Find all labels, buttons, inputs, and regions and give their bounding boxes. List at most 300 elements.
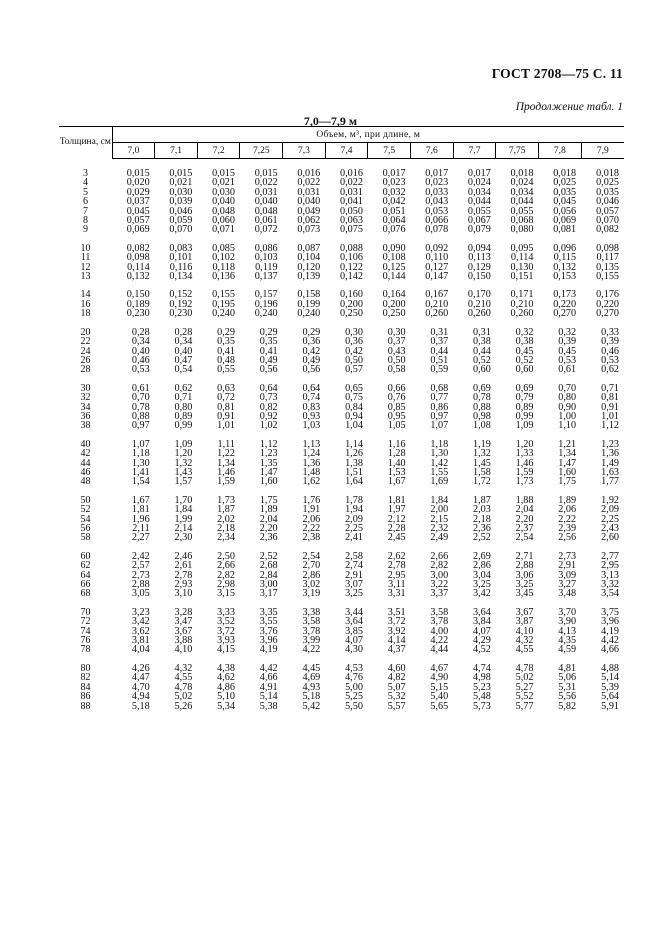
volume-cell: 1,20 xyxy=(174,448,193,460)
volume-cell: 0,031 xyxy=(297,186,321,198)
volume-cell: 2,56 xyxy=(558,532,577,544)
volume-cell: 0,066 xyxy=(425,215,449,227)
volume-cell: 0,94 xyxy=(345,410,363,422)
volume-cell: 1,32 xyxy=(174,457,193,469)
thickness-cell: 26 xyxy=(80,354,91,366)
volume-cell: 4,22 xyxy=(430,635,449,647)
volume-cell: 3,45 xyxy=(515,588,534,600)
volume-cell: 1,38 xyxy=(345,457,363,469)
volume-cell: 4,32 xyxy=(515,635,534,647)
volume-cell: 3,55 xyxy=(259,616,278,628)
volume-cell: 0,150 xyxy=(126,289,150,301)
volume-cell: 0,45 xyxy=(558,345,577,357)
volume-cell: 1,99 xyxy=(174,513,193,525)
volume-cell: 0,39 xyxy=(601,336,619,348)
volume-cell: 3,78 xyxy=(430,616,449,628)
volume-cell: 0,56 xyxy=(259,364,278,376)
volume-cell: 2,66 xyxy=(217,560,235,572)
length-header-cell: 7,6 xyxy=(411,143,454,159)
volume-cell: 3,96 xyxy=(259,635,278,647)
volume-cell: 0,77 xyxy=(430,392,449,404)
volume-cell: 1,88 xyxy=(515,494,534,506)
volume-cell: 3,31 xyxy=(387,588,406,600)
volume-cell: 2,50 xyxy=(217,550,235,562)
volume-cell: 2,95 xyxy=(601,560,619,572)
volume-cell: 0,024 xyxy=(510,177,534,189)
thickness-cell: 5 xyxy=(83,186,89,198)
volume-cell: 0,015 xyxy=(212,168,235,179)
volume-cell: 3,87 xyxy=(515,616,534,628)
volume-cell: 2,68 xyxy=(259,560,278,572)
volume-cell: 0,102 xyxy=(212,252,235,264)
table-row xyxy=(59,159,624,179)
volume-cell: 0,015 xyxy=(169,168,193,179)
volume-cell: 5,14 xyxy=(259,691,278,703)
volume-cell: 1,60 xyxy=(259,476,278,488)
volume-cell: 3,72 xyxy=(217,625,235,637)
volume-cell: 0,71 xyxy=(601,382,619,394)
volume-cell: 4,00 xyxy=(430,625,449,637)
volume-cell: 0,82 xyxy=(259,401,278,413)
volume-cell: 0,119 xyxy=(255,261,278,273)
volume-cell: 0,018 xyxy=(596,168,619,179)
volume-cell: 4,82 xyxy=(387,672,406,684)
volume-cell: 0,36 xyxy=(345,336,363,348)
volume-cell: 0,150 xyxy=(467,271,491,283)
thickness-cell: 78 xyxy=(80,644,91,656)
volume-cell: 5,39 xyxy=(601,681,619,693)
volume-cell: 3,04 xyxy=(473,569,491,581)
volume-cell: 3,42 xyxy=(473,588,491,600)
volume-cell: 0,167 xyxy=(425,289,449,301)
volume-cell: 1,75 xyxy=(558,476,577,488)
volume-cell: 0,240 xyxy=(297,308,321,320)
thickness-cell: 36 xyxy=(80,410,91,422)
volume-cell: 2,02 xyxy=(217,513,235,525)
volume-cell: 1,36 xyxy=(302,457,321,469)
length-header-row xyxy=(59,143,624,159)
thickness-cell: 30 xyxy=(80,382,91,394)
volume-cell: 1,18 xyxy=(430,438,449,450)
volume-cell: 2,30 xyxy=(174,532,193,544)
volume-cell: 1,63 xyxy=(601,466,619,478)
volume-cell: 0,055 xyxy=(510,205,534,217)
volume-cell: 1,81 xyxy=(131,504,150,516)
volume-cell: 4,38 xyxy=(217,662,235,674)
volume-cell: 0,250 xyxy=(382,308,406,320)
volume-cell: 1,73 xyxy=(515,476,534,488)
volume-cell: 3,32 xyxy=(601,579,619,591)
table-row xyxy=(59,365,624,374)
volume-cell: 0,89 xyxy=(515,401,534,413)
volume-cell: 0,040 xyxy=(297,196,321,208)
volume-cell: 1,02 xyxy=(259,420,278,432)
volume-cell: 0,44 xyxy=(430,345,449,357)
volume-cell: 0,072 xyxy=(254,224,278,236)
volume-cell: 1,14 xyxy=(345,438,363,450)
volume-cell: 3,85 xyxy=(345,625,363,637)
volume-cell: 0,53 xyxy=(131,364,150,376)
volume-cell: 0,082 xyxy=(126,242,150,254)
volume-cell: 4,32 xyxy=(174,662,193,674)
volume-cell: 2,22 xyxy=(302,523,321,534)
volume-cell: 1,09 xyxy=(174,438,193,450)
volume-cell: 2,95 xyxy=(387,569,406,581)
thickness-cell: 8 xyxy=(83,215,89,227)
thickness-cell: 58 xyxy=(80,532,91,544)
volume-cell: 0,50 xyxy=(345,354,363,366)
volume-cell: 0,64 xyxy=(259,382,278,394)
thickness-cell: 50 xyxy=(80,494,91,506)
volume-cell: 0,024 xyxy=(467,177,491,189)
volume-cell: 0,74 xyxy=(302,392,321,404)
volume-cell: 0,210 xyxy=(425,298,449,310)
volume-cell: 0,80 xyxy=(174,401,193,413)
volume-cell: 5,32 xyxy=(387,691,406,703)
volume-cell: 0,189 xyxy=(126,298,150,310)
volume-cell: 0,137 xyxy=(254,271,278,283)
volume-cell: 4,19 xyxy=(259,644,278,656)
volume-cell: 0,160 xyxy=(339,289,363,301)
volume-cell: 0,120 xyxy=(297,261,321,273)
volume-cell: 0,59 xyxy=(430,364,449,376)
length-header-cell: 7,25 xyxy=(240,143,283,159)
thickness-cell: 9 xyxy=(83,224,89,236)
volume-cell: 0,116 xyxy=(169,261,193,273)
thickness-cell: 82 xyxy=(80,672,91,684)
volume-cell: 0,023 xyxy=(425,177,449,189)
thickness-cell: 20 xyxy=(80,326,91,338)
volume-cell: 0,42 xyxy=(302,345,321,357)
volume-cell: 1,78 xyxy=(345,494,363,506)
thickness-cell: 7 xyxy=(83,205,89,217)
length-range-title: 7,0—7,9 м xyxy=(303,114,358,128)
volume-cell: 5,57 xyxy=(387,700,406,712)
volume-cell: 0,068 xyxy=(510,215,534,227)
volume-cell: 2,49 xyxy=(430,532,449,544)
volume-cell: 4,42 xyxy=(601,635,619,647)
volume-cell: 2,86 xyxy=(473,560,491,572)
volume-cell: 0,51 xyxy=(430,354,449,366)
thickness-cell: 24 xyxy=(80,345,91,357)
volume-cell: 0,170 xyxy=(467,289,491,301)
volume-cell: 0,044 xyxy=(510,196,534,208)
volume-cell: 4,70 xyxy=(131,681,150,693)
volume-cell: 3,22 xyxy=(430,579,449,591)
volume-cell: 0,135 xyxy=(596,261,619,273)
volume-cell: 0,62 xyxy=(601,364,619,376)
volume-cell: 4,98 xyxy=(473,672,491,684)
volume-cell: 0,051 xyxy=(382,205,406,217)
volume-cell: 0,173 xyxy=(553,289,577,301)
volume-cell: 0,55 xyxy=(217,364,235,376)
volume-cell: 5,73 xyxy=(473,700,491,712)
volume-cell: 4,35 xyxy=(558,635,577,647)
volume-cell: 1,73 xyxy=(217,494,235,506)
table-row xyxy=(59,421,624,430)
volume-cell: 0,021 xyxy=(212,177,235,189)
volume-cell: 2,84 xyxy=(259,569,278,581)
volume-cell: 0,152 xyxy=(169,289,193,301)
volume-cell: 4,04 xyxy=(131,644,150,656)
volume-cell: 4,29 xyxy=(473,635,491,647)
volume-cell: 4,37 xyxy=(387,644,406,656)
volume-cell: 0,69 xyxy=(515,382,534,394)
volume-cell: 5,40 xyxy=(430,691,449,703)
length-header-cell: 7,1 xyxy=(155,143,198,159)
volume-cell: 0,053 xyxy=(425,205,449,217)
volume-cell: 0,38 xyxy=(473,336,491,348)
volume-cell: 1,08 xyxy=(473,420,491,432)
volume-cell: 1,20 xyxy=(515,438,534,450)
volume-cell: 0,99 xyxy=(515,410,534,422)
volume-cell: 5,48 xyxy=(473,691,491,703)
volume-cell: 3,54 xyxy=(601,588,619,600)
volume-cell: 2,58 xyxy=(345,550,363,562)
volume-cell: 4,67 xyxy=(430,662,449,674)
volume-cell: 0,46 xyxy=(601,345,619,357)
thickness-header: Толщина, см xyxy=(59,127,112,159)
volume-cell: 0,85 xyxy=(387,401,406,413)
volume-cell: 0,130 xyxy=(510,261,534,273)
thickness-cell: 12 xyxy=(80,261,91,273)
volume-cell: 4,10 xyxy=(174,644,193,656)
volume-cell: 3,67 xyxy=(174,625,193,637)
volume-cell: 0,157 xyxy=(254,289,278,301)
volume-cell: 0,117 xyxy=(596,252,619,264)
volume-cell: 0,81 xyxy=(601,392,619,404)
volume-cell: 0,79 xyxy=(515,392,534,404)
volume-cell: 2,54 xyxy=(515,532,534,544)
volume-cell: 0,017 xyxy=(425,168,449,179)
volume-cell: 1,30 xyxy=(430,448,449,460)
volume-cell: 0,136 xyxy=(212,271,235,283)
volume-cell: 2,32 xyxy=(430,523,449,534)
volume-cell: 3,42 xyxy=(131,616,150,628)
volume-cell: 0,098 xyxy=(596,242,619,254)
volume-cell: 0,144 xyxy=(382,271,406,283)
thickness-cell: 22 xyxy=(80,336,91,348)
volume-cell: 4,22 xyxy=(302,644,321,656)
volume-cell: 0,84 xyxy=(345,401,363,413)
volume-cell: 5,38 xyxy=(259,700,278,712)
volume-cell: 2,77 xyxy=(601,550,619,562)
volume-cell: 1,77 xyxy=(601,476,619,488)
volume-cell: 0,050 xyxy=(339,205,363,217)
volume-cell: 0,153 xyxy=(553,271,577,283)
volume-cell: 4,55 xyxy=(515,644,534,656)
volume-cell: 0,048 xyxy=(254,205,278,217)
volume-cell: 0,93 xyxy=(302,410,321,422)
volume-cell: 2,39 xyxy=(558,523,577,534)
volume-cell: 0,115 xyxy=(553,252,577,264)
volume-cell: 3,02 xyxy=(302,579,321,591)
volume-cell: 0,73 xyxy=(259,392,278,404)
volume-cell: 0,66 xyxy=(387,382,406,394)
volume-cell: 5,56 xyxy=(558,691,577,703)
volume-cell: 5,15 xyxy=(430,681,449,693)
volume-cell: 3,35 xyxy=(259,606,278,618)
volume-cell: 1,97 xyxy=(387,504,406,516)
volume-cell: 0,114 xyxy=(510,252,534,264)
volume-cell: 3,76 xyxy=(259,625,278,637)
volume-cell: 1,42 xyxy=(430,457,449,469)
volume-cell: 0,060 xyxy=(212,215,235,227)
volume-cell: 3,48 xyxy=(558,588,577,600)
volume-cell: 1,05 xyxy=(387,420,406,432)
volume-cell: 0,240 xyxy=(212,308,235,320)
thickness-cell: 56 xyxy=(80,523,91,534)
volume-cell: 0,69 xyxy=(473,382,491,394)
volume-cell: 5,31 xyxy=(558,681,577,693)
volume-cell: 0,56 xyxy=(302,364,321,376)
volume-cell: 2,73 xyxy=(131,569,150,581)
length-header-cell: 7,75 xyxy=(496,143,539,159)
volume-cell: 0,129 xyxy=(467,261,491,273)
volume-cell: 0,103 xyxy=(254,252,278,264)
volume-cell: 0,031 xyxy=(339,186,363,198)
volume-cell: 0,98 xyxy=(473,410,491,422)
volume-cell: 0,40 xyxy=(174,345,193,357)
volume-cell: 1,76 xyxy=(302,494,321,506)
volume-cell: 0,65 xyxy=(345,382,363,394)
volume-cell: 0,78 xyxy=(473,392,491,404)
volume-cell: 0,54 xyxy=(174,364,193,376)
volume-cell: 1,94 xyxy=(345,504,363,516)
volume-cell: 0,020 xyxy=(126,177,150,189)
volume-cell: 0,60 xyxy=(515,364,534,376)
thickness-cell: 40 xyxy=(80,438,91,450)
volume-cell: 1,19 xyxy=(473,438,491,450)
volume-cell: 0,97 xyxy=(430,410,449,422)
volume-cell: 2,62 xyxy=(387,550,406,562)
volume-cell: 0,095 xyxy=(510,242,534,254)
volume-cell: 1,18 xyxy=(131,448,150,460)
volume-cell: 0,139 xyxy=(297,271,321,283)
volume-cell: 1,01 xyxy=(217,420,235,432)
volume-cell: 0,070 xyxy=(169,224,193,236)
volume-cell: 4,60 xyxy=(387,662,406,674)
volume-cell: 3,47 xyxy=(174,616,193,628)
volume-cell: 0,230 xyxy=(169,308,193,320)
volume-cell: 0,034 xyxy=(510,186,534,198)
volume-cell: 3,23 xyxy=(131,606,150,618)
thickness-cell: 44 xyxy=(80,457,91,469)
volume-cell: 0,155 xyxy=(212,289,235,301)
volume-cell: 1,07 xyxy=(131,438,150,450)
volume-cell: 0,75 xyxy=(345,392,363,404)
volume-cell: 1,28 xyxy=(387,448,406,460)
volume-cell: 5,82 xyxy=(558,700,577,712)
volume-cell: 1,69 xyxy=(430,476,449,488)
volume-cell: 0,195 xyxy=(212,298,235,310)
volume-cell: 4,15 xyxy=(217,644,235,656)
volume-cell: 0,200 xyxy=(339,298,363,310)
volume-cell: 5,27 xyxy=(515,681,534,693)
volume-cell: 0,43 xyxy=(387,345,406,357)
volume-cell: 0,092 xyxy=(425,242,449,254)
volume-cell: 0,95 xyxy=(387,410,406,422)
thickness-cell: 38 xyxy=(80,420,91,432)
thickness-cell: 84 xyxy=(80,681,91,693)
volume-cell: 1,30 xyxy=(131,457,150,469)
volume-cell: 5,02 xyxy=(174,691,193,703)
volume-cell: 1,04 xyxy=(345,420,363,432)
volume-cell: 5,52 xyxy=(515,691,534,703)
volume-cell: 1,12 xyxy=(259,438,278,450)
volume-cell: 1,55 xyxy=(430,466,449,478)
volume-cell: 2,82 xyxy=(430,560,449,572)
volume-cell: 0,78 xyxy=(131,401,150,413)
volume-cell: 0,158 xyxy=(297,289,321,301)
volume-cell: 0,32 xyxy=(558,326,577,338)
volume-cell: 2,11 xyxy=(132,523,150,534)
volume-cell: 0,71 xyxy=(174,392,193,404)
volume-cell: 3,81 xyxy=(131,635,150,647)
volume-cell: 0,92 xyxy=(259,410,278,422)
volume-cell: 2,28 xyxy=(387,523,406,534)
volume-cell: 2,54 xyxy=(302,550,321,562)
volume-cell: 0,88 xyxy=(131,410,150,422)
volume-cell: 0,132 xyxy=(126,271,150,283)
thickness-cell: 11 xyxy=(80,252,91,264)
volume-caption: Объем, м³, при длине, м xyxy=(112,127,624,143)
volume-cell: 2,61 xyxy=(174,560,193,572)
volume-cell: 5,10 xyxy=(217,691,235,703)
volume-cell: 0,042 xyxy=(382,196,406,208)
volume-cell: 1,67 xyxy=(387,476,406,488)
volume-cell: 1,87 xyxy=(217,504,235,516)
thickness-cell: 6 xyxy=(83,196,89,208)
volume-cell: 5,50 xyxy=(345,700,363,712)
volume-cell: 0,114 xyxy=(127,261,150,273)
volume-cell: 0,81 xyxy=(217,401,235,413)
volume-cell: 0,106 xyxy=(339,252,363,264)
volume-cell: 1,89 xyxy=(259,504,278,516)
volume-cell: 1,53 xyxy=(387,466,406,478)
volume-cell: 0,240 xyxy=(254,308,278,320)
volume-cell: 0,044 xyxy=(467,196,491,208)
volume-cell: 4,69 xyxy=(302,672,321,684)
volume-cell: 0,210 xyxy=(510,298,534,310)
volume-cell: 4,52 xyxy=(473,644,491,656)
volume-cell: 1,11 xyxy=(217,438,235,450)
volume-cell: 4,78 xyxy=(515,662,534,674)
volume-cell: 0,220 xyxy=(596,298,619,310)
volume-cell: 1,40 xyxy=(387,457,406,469)
thickness-cell: 66 xyxy=(80,579,91,591)
volume-cell: 1,45 xyxy=(473,457,491,469)
volume-cell: 0,37 xyxy=(430,336,449,348)
length-header-cell: 7,8 xyxy=(538,143,581,159)
volume-cell: 0,056 xyxy=(553,205,577,217)
volume-cell: 5,65 xyxy=(430,700,449,712)
volume-cell: 0,164 xyxy=(382,289,406,301)
volume-cell: 0,041 xyxy=(339,196,363,208)
page-header: ГОСТ 2708—75 С. 11 xyxy=(491,66,623,81)
volume-cell: 2,04 xyxy=(259,513,278,525)
volume-cell: 0,260 xyxy=(510,308,534,320)
volume-cell: 0,200 xyxy=(382,298,406,310)
volume-cell: 4,93 xyxy=(302,681,321,693)
thickness-cell: 13 xyxy=(80,271,91,283)
volume-cell: 2,52 xyxy=(259,550,278,562)
volume-cell: 0,087 xyxy=(297,242,321,254)
volume-cell: 1,16 xyxy=(387,438,406,450)
volume-cell: 5,14 xyxy=(601,672,619,684)
volume-cell: 2,36 xyxy=(473,523,491,534)
volume-cell: 2,37 xyxy=(515,523,534,534)
